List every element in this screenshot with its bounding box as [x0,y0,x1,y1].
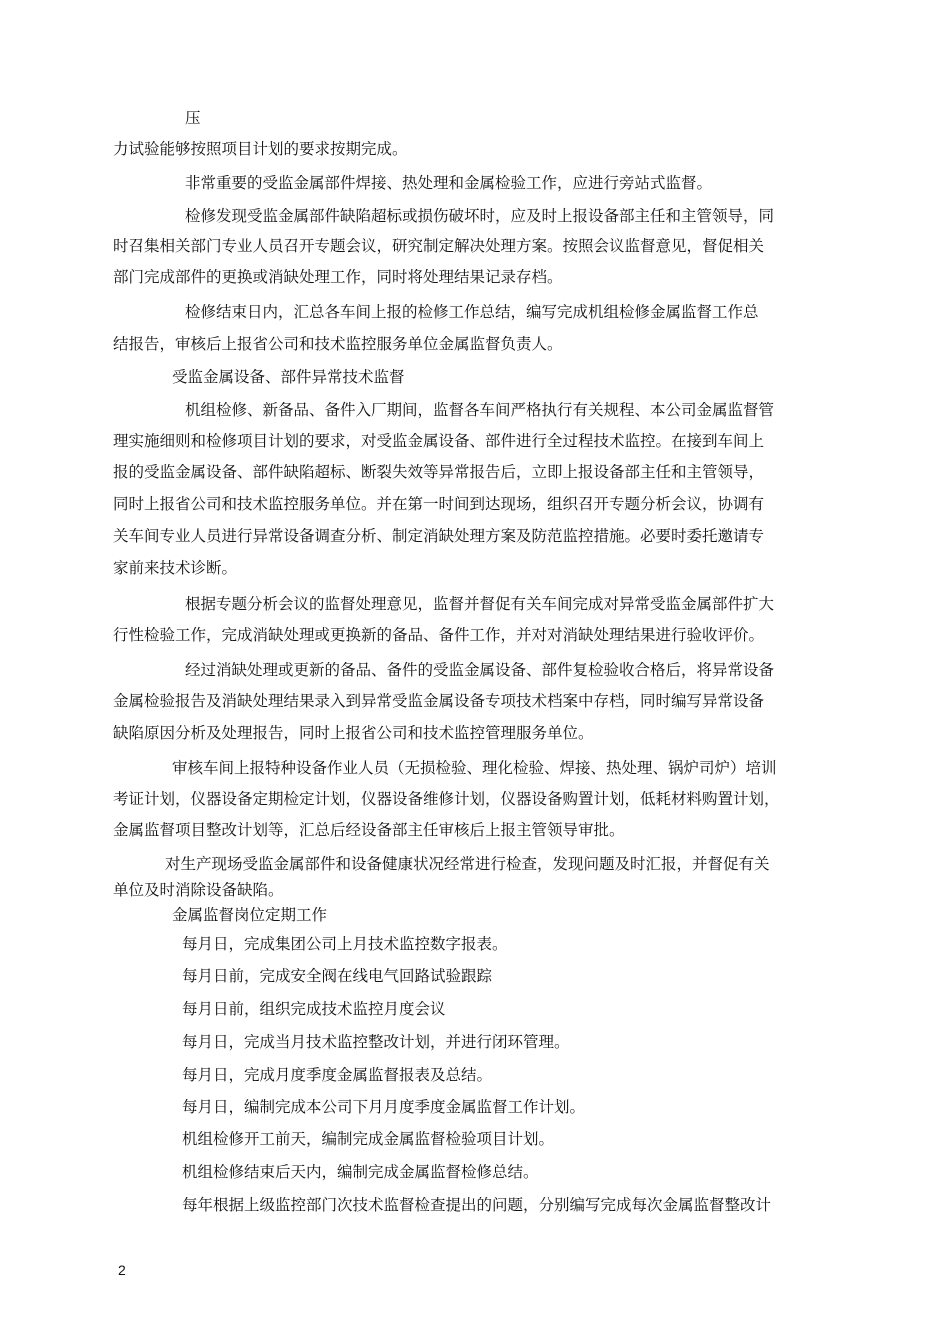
text-line: 根据专题分析会议的监督处理意见，监督并督促有关车间完成对异常受监金属部件扩大 [185,595,775,613]
text-line: 考证计划，仪器设备定期检定计划，仪器设备维修计划，仪器设备购置计划，低耗材料购置计划， [113,790,780,808]
list-item: 每月日前，完成安全阀在线电气回路试验跟踪 [182,967,493,985]
text-line: 检修结束日内，汇总各车间上报的检修工作总结，编写完成机组检修金属监督工作总 [185,303,759,321]
list-item: 每月日，完成当月技术监控整改计划，并进行闭环管理。 [182,1033,570,1051]
list-item: 机组检修结束后天内，编制完成金属监督检修总结。 [182,1163,539,1181]
text-line: 时召集相关部门专业人员召开专题会议，研究制定解决处理方案。按照会议监督意见，督促相关 [113,237,765,255]
text-line: 报的受监金属设备、部件缺陷超标、断裂失效等异常报告后，立即上报设备部主任和主管领导， [113,463,765,481]
text-line: 审核车间上报特种设备作业人员（无损检验、理化检验、焊接、热处理、锅炉司炉）培训 [172,759,777,777]
list-item: 每月日前，组织完成技术监控月度会议 [182,1000,446,1018]
text-line: 家前来技术诊断。 [113,559,238,577]
text-line: 关车间专业人员进行异常设备调查分析、制定消缺处理方案及防范监控措施。必要时委托邀请专 [113,527,765,545]
list-item: 每年根据上级监控部门次技术监督检查提出的问题，分别编写完成每次金属监督整改计 [182,1196,772,1214]
text-line: 同时上报省公司和技术监控服务单位。并在第一时间到达现场，组织召开专题分析会议，协调有 [113,495,765,513]
list-item: 每月日，编制完成本公司下月月度季度金属监督工作计划。 [182,1098,586,1116]
text-line: 机组检修、新备品、备件入厂期间，监督各车间严格执行有关规程、本公司金属监督管 [185,401,775,419]
text-line: 经过消缺处理或更新的备品、备件的受监金属设备、部件复检验收合格后，将异常设备 [185,661,775,679]
text-line: 对生产现场受监金属部件和设备健康状况经常进行检查，发现问题及时汇报，并督促有关 [165,855,770,873]
text-line: 压 [185,109,201,127]
text-line: 行性检验工作，完成消缺处理或更换新的备品、备件工作，并对对消缺处理结果进行验收评价。 [113,626,765,644]
text-line: 金属监督项目整改计划等，汇总后经设备部主任审核后上报主管领导审批。 [113,821,625,839]
text-line: 检修发现受监金属部件缺陷超标或损伤破坏时，应及时上报设备部主任和主管领导，同 [185,207,775,225]
text-line: 缺陷原因分析及处理报告，同时上报省公司和技术监控管理服务单位。 [113,724,594,742]
section-heading: 金属监督岗位定期工作 [172,906,328,924]
text-line: 非常重要的受监金属部件焊接、热处理和金属检验工作，应进行旁站式监督。 [185,174,713,192]
text-line: 力试验能够按照项目计划的要求按期完成。 [113,140,408,158]
text-line: 单位及时消除设备缺陷。 [113,881,284,899]
list-item: 每月日，完成月度季度金属监督报表及总结。 [182,1066,493,1084]
section-heading: 受监金属设备、部件异常技术监督 [172,368,405,386]
page-number: 2 [118,1262,126,1278]
text-line: 金属检验报告及消缺处理结果录入到异常受监金属设备专项技术档案中存档，同时编写异常设备 [113,692,765,710]
list-item: 机组检修开工前天，编制完成金属监督检验项目计划。 [182,1130,555,1148]
list-item: 每月日，完成集团公司上月技术监控数字报表。 [182,935,508,953]
text-line: 理实施细则和检修项目计划的要求，对受监金属设备、部件进行全过程技术监控。在接到车间上 [113,432,765,450]
text-line: 结报告，审核后上报省公司和技术监控服务单位金属监督负责人。 [113,335,563,353]
text-line: 部门完成部件的更换或消缺处理工作，同时将处理结果记录存档。 [113,268,563,286]
